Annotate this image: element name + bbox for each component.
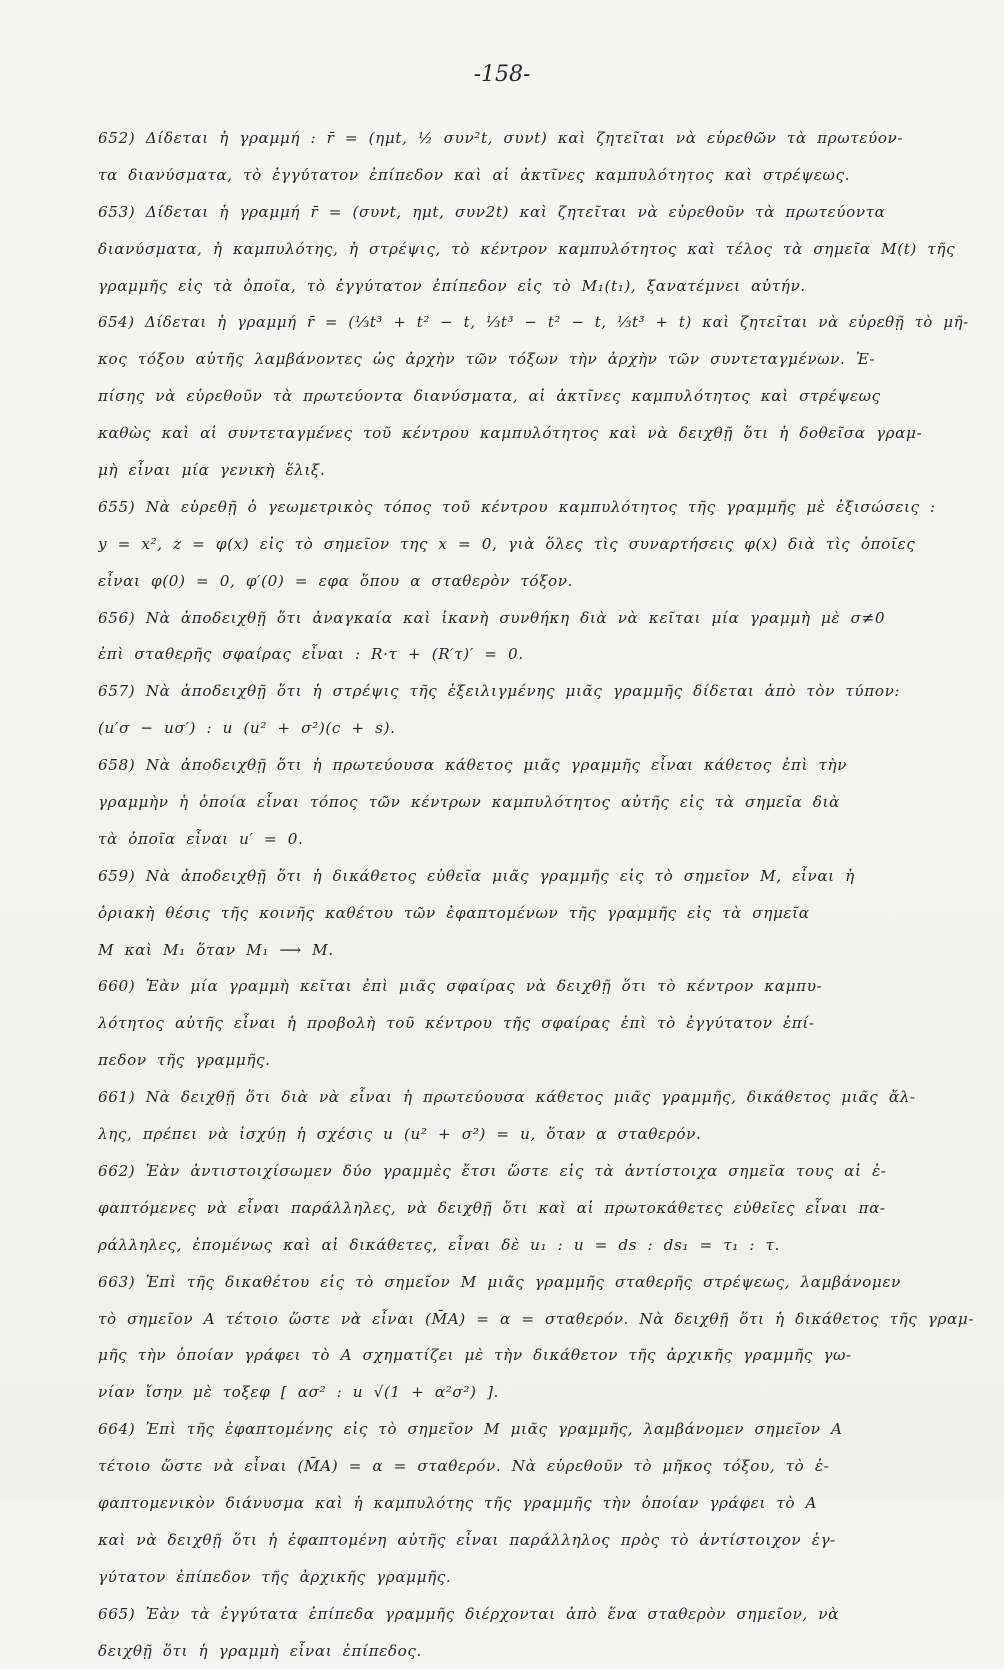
text-line: 656) Νὰ ἀποδειχθῇ ὅτι ἀναγκαία καὶ ἱκανὴ συνθήκη διὰ νὰ κεῖται μία γραμμὴ μὲ σ≠0 [98,608,886,627]
text-line: τα διανύσματα, τὸ ἐγγύτατον ἐπίπεδον καὶ αἱ ἀκτῖνες καμπυλότητος καὶ στρέψεως. [98,165,851,184]
text-line: νίαν ἴσην μὲ τοξεφ [ ασ² : u √(1 + α²σ²) ]. [98,1383,499,1402]
text-line: 655) Νὰ εὑρεθῇ ὁ γεωμετρικὸς τόπος τοῦ κέντρου καμπυλότητος τῆς γραμμῆς μὲ ἐξισώσεις : [98,497,936,516]
text-line: 654) Δίδεται ἡ γραμμή r̄ = (⅓t³ + t² − t, ⅓t³ − t² − t, ⅓t³ + t) καὶ ζητεῖται νὰ εὑρεθῇ τὸ μῆ- [98,313,969,332]
text-line: γραμμὴν ἡ ὁποία εἶναι τόπος τῶν κέντρων καμπυλότητος αὐτῆς εἰς τὰ σημεῖα διὰ [98,793,840,812]
text-line: καὶ νὰ δειχθῇ ὅτι ἡ ἐφαπτομένη αὐτῆς εἶναι παράλληλος πρὸς τὸ ἀντίστοιχον ἐγ- [98,1530,836,1549]
text-line: y = x², z = φ(x) εἰς τὸ σημεῖον της x = 0, γιὰ ὅλες τὶς συναρτήσεις φ(x) διὰ τὶς ὁποῖες [98,534,916,553]
text-line: φαπτόμενες νὰ εἶναι παράλληλες, νὰ δειχθῇ ὅτι καὶ αἱ πρωτοκάθετες εὐθεῖες εἶναι πα- [98,1198,886,1217]
text-line: κος τόξου αὐτῆς λαμβάνοντες ὡς ἀρχὴν τῶν τόξων τὴν ἀρχὴν τῶν συντεταγμένων. Ἐ- [98,350,876,369]
text-line: λότητος αὐτῆς εἶναι ἡ προβολὴ τοῦ κέντρου τῆς σφαίρας ἐπὶ τὸ ἐγγύτατον ἐπί- [98,1014,815,1033]
text-line: ράλληλες, ἐπομένως καὶ αἱ δικάθετες, εἶναι δὲ u₁ : u = ds : ds₁ = τ₁ : τ. [98,1235,780,1254]
text-line: τέτοιο ὥστε νὰ εἶναι (M̄A) = α = σταθερόν. Νὰ εὑρεθοῦν τὸ μῆκος τόξου, τὸ ἐ- [98,1457,830,1476]
text-line: 663) Ἐπὶ τῆς δικαθέτου εἰς τὸ σημεῖον M μιᾶς γραμμῆς σταθερῆς στρέψεως, λαμβάνομεν [98,1272,901,1291]
text-line: (u′σ − uσ′) : u (u² + σ²)(c + s). [98,719,396,738]
text-line: 659) Νὰ ἀποδειχθῇ ὅτι ἡ δικάθετος εὐθεῖα μιᾶς γραμμῆς εἰς τὸ σημεῖον M, εἶναι ἡ [98,866,855,885]
page-text-body [98,120,978,1669]
text-line: ὁριακὴ θέσις τῆς κοινῆς καθέτου τῶν ἐφαπτομένων τῆς γραμμῆς εἰς τὰ σημεῖα [98,903,810,922]
text-line: 660) Ἐὰν μία γραμμὴ κεῖται ἐπὶ μιᾶς σφαίρας νὰ δειχθῇ ὅτι τὸ κέντρον καμπυ- [98,977,823,996]
text-line: πεδον τῆς γραμμῆς. [98,1051,271,1070]
page-number: -158- [473,62,531,87]
text-line: λης, πρέπει νὰ ἰσχύῃ ἡ σχέσις u (u² + σ²) = u, ὅταν α σταθερόν. [98,1125,702,1144]
text-line: μὴ εἶναι μία γενικὴ ἕλιξ. [98,461,326,480]
text-line: 662) Ἐὰν ἀντιστοιχίσωμεν δύο γραμμὲς ἔτσι ὥστε εἰς τὰ ἀντίστοιχα σημεῖα τους αἱ ἐ- [98,1161,887,1180]
text-line: τὰ ὁποῖα εἶναι u′ = 0. [98,829,304,848]
text-line: τὸ σημεῖον A τέτοιο ὥστε νὰ εἶναι (M̄A) = α = σταθερόν. Νὰ δειχθῇ ὅτι ἡ δικάθετος τῆς γραμ- [98,1309,975,1328]
text-line: διανύσματα, ἡ καμπυλότης, ἡ στρέψις, τὸ κέντρον καμπυλότητος καὶ τέλος τὰ σημεῖα M(t) τῆς [98,239,956,258]
text-line: γύτατον ἐπίπεδον τῆς ἀρχικῆς γραμμῆς. [98,1567,452,1586]
text-line: 653) Δίδεται ἡ γραμμή r̄ = (συνt, ημt, συν2t) καὶ ζητεῖται νὰ εὑρεθοῦν τὰ πρωτεύοντα [98,202,886,221]
text-line: καθὼς καὶ αἱ συντεταγμένες τοῦ κέντρου καμπυλότητος καὶ νὰ δειχθῇ ὅτι ἡ δοθεῖσα γραμ- [98,424,923,443]
text-line: 665) Ἐὰν τὰ ἐγγύτατα ἐπίπεδα γραμμῆς διέρχονται ἀπὸ ἕνα σταθερὸν σημεῖον, νὰ [98,1604,839,1623]
text-line: ἐπὶ σταθερῆς σφαίρας εἶναι : R·τ + (R′τ)′ = 0. [98,645,524,664]
text-line: δειχθῇ ὅτι ἡ γραμμὴ εἶναι ἐπίπεδος. [98,1641,422,1660]
text-line: γραμμῆς εἰς τὰ ὁποῖα, τὸ ἐγγύτατον ἐπίπεδον εἰς τὸ M₁(t₁), ξανατέμνει αὐτήν. [98,276,806,295]
text-line: 661) Νὰ δειχθῇ ὅτι διὰ νὰ εἶναι ἡ πρωτεύουσα κάθετος μιᾶς γραμμῆς, δικάθετος μιᾶς ἄλ- [98,1088,916,1107]
text-line: εἶναι φ(0) = 0, φ′(0) = εφα ὅπου α σταθερὸν τόξον. [98,571,574,590]
text-line: 664) Ἐπὶ τῆς ἐφαπτομένης εἰς τὸ σημεῖον M μιᾶς γραμμῆς, λαμβάνομεν σημεῖον A [98,1420,843,1439]
text-line: μῆς τὴν ὁποίαν γράφει τὸ A σχηματίζει μὲ τὴν δικάθετον τῆς ἀρχικῆς γραμμῆς γω- [98,1346,852,1365]
text-line: 652) Δίδεται ἡ γραμμή : r̄ = (ημt, ½ συν²t, συνt) καὶ ζητεῖται νὰ εὑρεθῶν τὰ πρωτεύον- [98,129,904,147]
text-line: 658) Νὰ ἀποδειχθῇ ὅτι ἡ πρωτεύουσα κάθετος μιᾶς γραμμῆς εἶναι κάθετος ἐπὶ τὴν [98,756,848,775]
text-line: 657) Νὰ ἀποδειχθῇ ὅτι ἡ στρέψις τῆς ἐξειλιγμένης μιᾶς γραμμῆς δίδεται ἀπὸ τὸν τύπον: [98,682,901,701]
text-line: M καὶ M₁ ὅταν M₁ ⟶ M. [98,940,334,959]
text-line: πίσης νὰ εὑρεθοῦν τὰ πρωτεύοντα διανύσματα, αἱ ἀκτῖνες καμπυλότητος καὶ στρέψεως [98,387,881,406]
text-line: φαπτομενικὸν διάνυσμα καὶ ἡ καμπυλότης τῆς γραμμῆς τὴν ὁποίαν γράφει τὸ A [98,1493,818,1512]
